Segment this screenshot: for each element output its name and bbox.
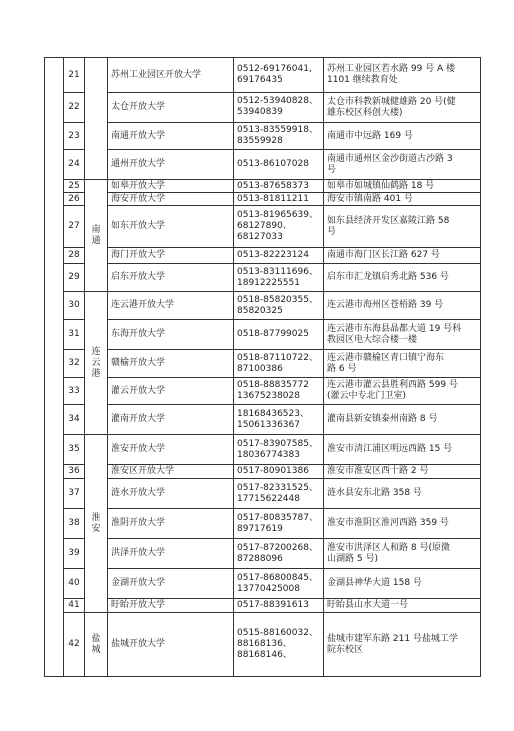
phone-numbers: 0513-83559918、 83559928 [234,123,324,150]
phone-numbers: 0513-81811211 [234,193,324,206]
city-cell-huaian: 淮安 [85,435,108,613]
school-name: 海门开放大学 [108,248,234,264]
address: 海安市镇南路 401 号 [324,193,481,206]
row-number: 40 [64,569,85,599]
table-row [45,180,481,193]
table-row [45,378,481,405]
school-name: 南通开放大学 [108,123,234,150]
school-name: 淮安开放大学 [108,435,234,465]
school-name: 如东开放大学 [108,206,234,248]
phone-numbers: 0518-87110722、 87100386 [234,350,324,378]
row-number: 32 [64,350,85,378]
address: 苏州工业园区若水路 99 号 A 楼 1101 继续教育处 [324,58,481,93]
table-row [45,539,481,569]
school-name: 连云港开放大学 [108,292,234,320]
table-row [45,93,481,123]
address: 盐城市建军东路 211 号盐城工学 院东校区 [324,613,481,677]
table-row [45,350,481,378]
address: 南通市中远路 169 号 [324,123,481,150]
table-row [45,465,481,479]
phone-numbers: 0517-87200268、 87288096 [234,539,324,569]
school-name: 东海开放大学 [108,320,234,350]
school-name: 灌南开放大学 [108,405,234,435]
school-name: 苏州工业园区开放大学 [108,58,234,93]
row-number: 28 [64,248,85,264]
school-name: 灌云开放大学 [108,378,234,405]
table-row [45,599,481,613]
phone-numbers: 0513-81965639、 68127890、 68127033 [234,206,324,248]
phone-numbers: 0517-83907585、 18036774383 [234,435,324,465]
phone-numbers: 0517-80901386 [234,465,324,479]
address: 淮安市洪泽区人和路 8 号(原微 山湖路 5 号) [324,539,481,569]
row-number: 37 [64,479,85,509]
school-name: 涟水开放大学 [108,479,234,509]
city-cell-nantong: 南通 [85,180,108,292]
row-number: 31 [64,320,85,350]
school-name: 如皋开放大学 [108,180,234,193]
row-number: 35 [64,435,85,465]
address: 连云港市海州区苍梧路 39 号 [324,292,481,320]
table-row [45,613,481,677]
phone-numbers: 0518-88835772 13675238028 [234,378,324,405]
row-number: 42 [64,613,85,677]
address: 淮安市淮安区西十路 2 号 [324,465,481,479]
address: 连云港市灌云县胜利西路 599 号 (灌云中专北门卫室) [324,378,481,405]
left-margin-cell [45,58,64,677]
table-row [45,405,481,435]
table-row [45,150,481,180]
table-row [45,248,481,264]
row-number: 29 [64,264,85,292]
row-number: 30 [64,292,85,320]
table-row [45,509,481,539]
address: 如东县经济开发区嘉陵江路 58 号 [324,206,481,248]
row-number: 38 [64,509,85,539]
school-name: 海安开放大学 [108,193,234,206]
address: 金湖县神华大道 158 号 [324,569,481,599]
row-number: 21 [64,58,85,93]
table-row [45,264,481,292]
row-number: 26 [64,193,85,206]
table-row [45,320,481,350]
table-row [45,123,481,150]
row-number: 41 [64,599,85,613]
address: 盱眙县山水大道一号 [324,599,481,613]
row-number: 27 [64,206,85,248]
phone-numbers: 0513-87658373 [234,180,324,193]
address: 灌南县新安镇泰州南路 8 号 [324,405,481,435]
phone-numbers: 18168436523、 15061336367 [234,405,324,435]
table-row [45,206,481,248]
institution-table [44,57,481,677]
table-row [45,193,481,206]
school-name: 赣榆开放大学 [108,350,234,378]
address: 太仓市科教新城健雄路 20 号(健 雄东校区科创大楼) [324,93,481,123]
address: 淮安市淮阴区淮河西路 359 号 [324,509,481,539]
row-number: 34 [64,405,85,435]
city-cell-yancheng: 盐城 [85,613,108,677]
row-number: 22 [64,93,85,123]
phone-numbers: 0512-69176041, 69176435 [234,58,324,93]
address: 涟水县安东北路 358 号 [324,479,481,509]
address: 淮安市清江浦区明远西路 15 号 [324,435,481,465]
table-row [45,58,481,93]
phone-numbers: 0513-82223124 [234,248,324,264]
school-name: 淮安区开放大学 [108,465,234,479]
phone-numbers: 0517-88391613 [234,599,324,613]
row-number: 24 [64,150,85,180]
school-name: 洪泽开放大学 [108,539,234,569]
row-number: 36 [64,465,85,479]
address: 南通市通州区金沙街道古沙路 3 号 [324,150,481,180]
phone-numbers-text: 0512-53940828、 53940839 [237,95,318,117]
row-number: 33 [64,378,85,405]
phone-numbers: 0515-88160032、 88168136、 88168146、 [234,613,324,677]
city-cell-lianyungang: 连 云 港 [85,292,108,435]
school-name: 金湖开放大学 [108,569,234,599]
address: 启东市汇龙镇启秀北路 536 号 [324,264,481,292]
phone-numbers: 0518-87799025 [234,320,324,350]
row-number: 23 [64,123,85,150]
school-name: 启东开放大学 [108,264,234,292]
phone-numbers: 0513-83111696、 18912225551 [234,264,324,292]
table-row [45,292,481,320]
phone-numbers: 0513-86107028 [234,150,324,180]
phone-numbers: 0517-82331525、 17715622448 [234,479,324,509]
row-number: 39 [64,539,85,569]
phone-numbers: 0518-85820355、 85820325 [234,292,324,320]
table-row [45,435,481,465]
phone-numbers [234,93,324,123]
city-cell-suzhou-continued [85,58,108,180]
address: 南通市海门区长江路 627 号 [324,248,481,264]
phone-numbers: 0517-86800845、 13770425008 [234,569,324,599]
address: 如皋市如城镇仙鹤路 18 号 [324,180,481,193]
school-name: 淮阴开放大学 [108,509,234,539]
table-row [45,569,481,599]
address: 连云港市赣榆区青口镇宁海东 路 6 号 [324,350,481,378]
row-number: 25 [64,180,85,193]
school-name: 太仓开放大学 [108,93,234,123]
school-name: 盱眙开放大学 [108,599,234,613]
phone-numbers: 0517-80835787、 89717619 [234,509,324,539]
table-row [45,479,481,509]
school-name: 盐城开放大学 [108,613,234,677]
school-name: 通州开放大学 [108,150,234,180]
address: 连云港市东海县晶都大道 19 号科 教园区电大综合楼一楼 [324,320,481,350]
